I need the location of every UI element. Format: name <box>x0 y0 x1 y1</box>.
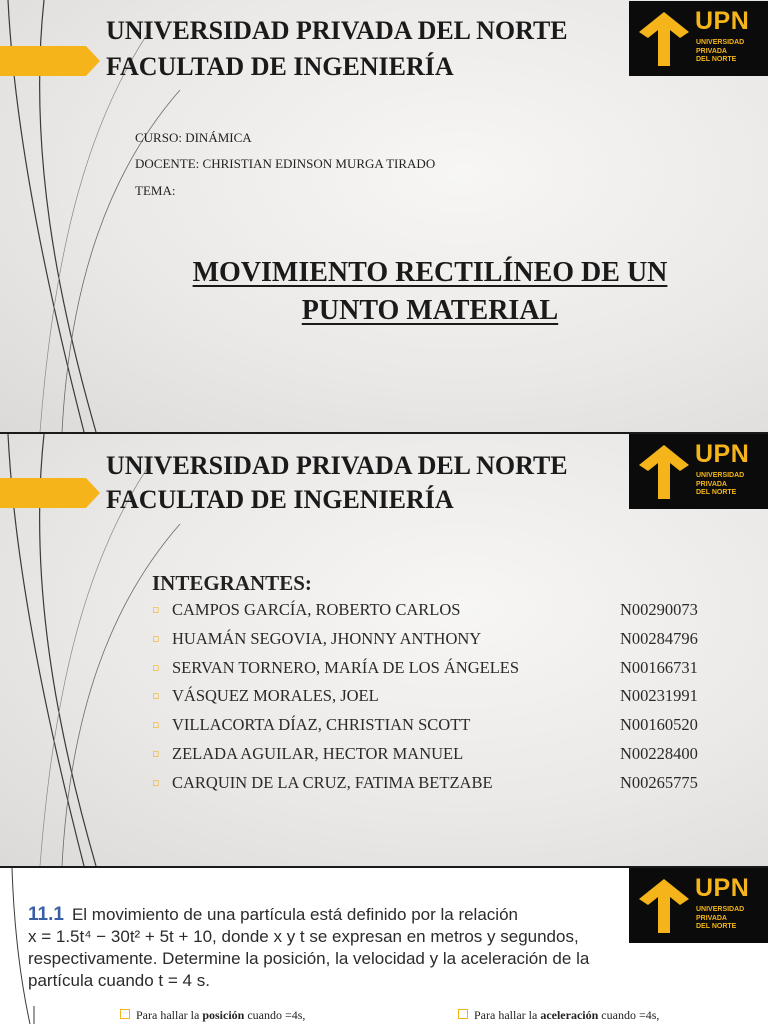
bullet-icon: ▫ <box>152 603 160 616</box>
accent-arrow <box>0 478 100 508</box>
problem-line-4: partícula cuando t = 4 s. <box>28 971 210 990</box>
upn-logo <box>629 434 768 509</box>
member-name: CARQUIN DE LA CRUZ, FATIMA BETZABE <box>172 772 493 792</box>
upn-arrow-icon <box>637 443 692 501</box>
members-heading: INTEGRANTES: <box>152 571 312 595</box>
member-code: N00265775 <box>620 772 698 792</box>
slide-problem <box>0 868 768 1024</box>
problem-line-1: El movimiento de una partícula está definido por la relación <box>71 905 518 924</box>
checkbox-icon <box>458 1009 468 1019</box>
logo-subtitle: UNIVERSIDAD PRIVADA DEL NORTE <box>696 472 745 496</box>
member-name: VILLACORTA DÍAZ, CHRISTIAN SCOTT <box>172 715 471 735</box>
accent-arrow <box>0 46 100 76</box>
logo-subtitle: UNIVERSIDAD PRIVADA DEL NORTE <box>696 906 745 930</box>
member-code: N00228400 <box>620 743 698 763</box>
course-label: CURSO: DINÁMICA <box>135 130 252 145</box>
problem-line-3: respectivamente. Determine la posición, la velocidad y la aceleración de la <box>28 949 590 968</box>
logo-brand: UPN <box>695 7 750 35</box>
bullet-icon: ▫ <box>152 746 160 760</box>
list-item <box>152 658 722 687</box>
problem-statement <box>28 904 626 992</box>
member-name: CAMPOS GARCÍA, ROBERTO CARLOS <box>172 600 461 619</box>
member-code: N00231991 <box>620 686 698 706</box>
university-title: UNIVERSIDAD PRIVADA DEL NORTE <box>106 16 568 45</box>
list-item <box>152 715 722 744</box>
title-line-1: MOVIMIENTO RECTILÍNEO DE UN <box>192 257 668 288</box>
checkbox-icon <box>120 1009 130 1019</box>
upn-arrow-icon <box>637 10 692 68</box>
bullet-icon: ▫ <box>152 660 160 674</box>
list-item <box>152 629 722 658</box>
logo-brand: UPN <box>695 440 750 468</box>
member-code: N00284796 <box>620 628 698 648</box>
logo-brand: UPN <box>695 874 750 902</box>
slide-title <box>0 0 768 432</box>
members-list <box>152 600 722 802</box>
upn-logo <box>629 868 768 943</box>
bullet-icon: ▫ <box>152 718 160 732</box>
member-code: N00290073 <box>620 600 698 619</box>
hint-position: Para hallar la posición cuando =4s, <box>120 1008 305 1023</box>
bullet-icon: ▫ <box>152 775 160 789</box>
university-title: UNIVERSIDAD PRIVADA DEL NORTE <box>106 451 568 480</box>
presentation-title <box>120 254 740 330</box>
slide-members <box>0 434 768 866</box>
member-name: HUAMÁN SEGOVIA, JHONNY ANTHONY <box>172 628 482 648</box>
problem-number: 11.1 <box>28 904 64 925</box>
faculty-title: FACULTAD DE INGENIERÍA <box>106 485 454 514</box>
hint-acceleration: Para hallar la aceleración cuando =4s, <box>458 1008 659 1023</box>
faculty-title: FACULTAD DE INGENIERÍA <box>106 52 454 81</box>
title-line-2: PUNTO MATERIAL <box>301 295 559 326</box>
member-code: N00160520 <box>620 715 698 735</box>
list-item <box>152 686 722 715</box>
member-name: ZELADA AGUILAR, HECTOR MANUEL <box>172 743 464 763</box>
logo-subtitle: UNIVERSIDAD PRIVADA DEL NORTE <box>696 39 745 63</box>
upn-arrow-icon <box>637 877 692 935</box>
bullet-icon: ▫ <box>152 631 160 645</box>
member-code: N00166731 <box>620 657 698 677</box>
member-name: SERVAN TORNERO, MARÍA DE LOS ÁNGELES <box>172 657 520 677</box>
problem-line-2: x = 1.5t⁴ − 30t² + 5t + 10, donde x y t se expresan en metros y segundos, <box>28 927 579 946</box>
topic-label: TEMA: <box>135 183 176 198</box>
list-item <box>152 744 722 773</box>
teacher-label: DOCENTE: CHRISTIAN EDINSON MURGA TIRADO <box>135 156 436 171</box>
list-item <box>152 773 722 802</box>
upn-logo <box>629 1 768 76</box>
bullet-icon: ▫ <box>152 689 160 703</box>
member-name: VÁSQUEZ MORALES, JOEL <box>172 686 379 706</box>
list-item <box>152 600 722 629</box>
